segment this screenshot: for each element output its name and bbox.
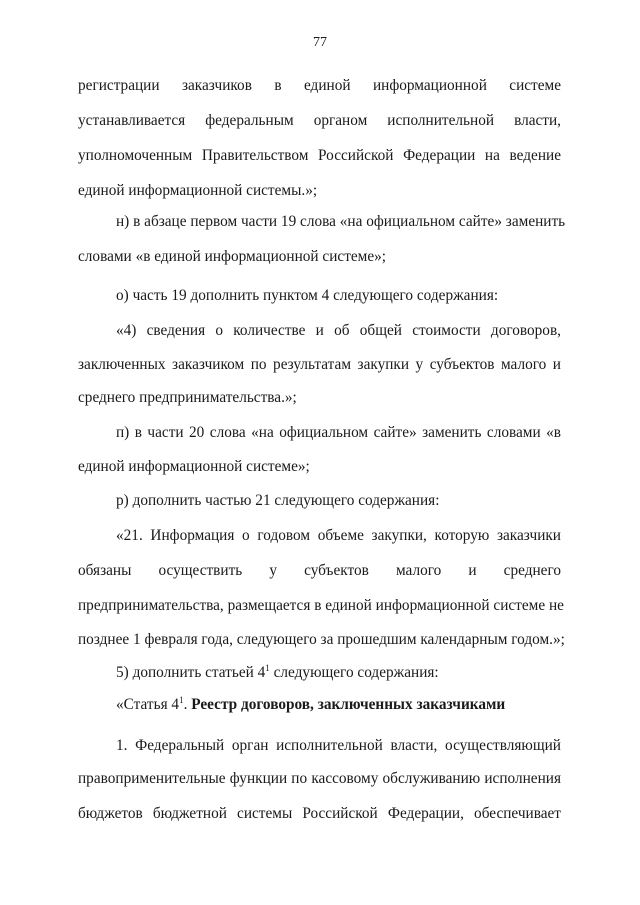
text-line: о) часть 19 дополнить пунктом 4 следующего содержания: <box>116 287 499 304</box>
text-line: правоприменительные функции по кассовому обслуживанию исполнения <box>78 770 561 787</box>
text-fragment: «Статья 4 <box>116 696 180 713</box>
text-line: словами «в единой информационной системе»; <box>78 248 387 265</box>
text-line: предпринимательства, размещается в единой информационной системе не <box>78 597 564 614</box>
text-fragment: 5) дополнить статьей 4 <box>116 664 266 681</box>
text-line: 1. Федеральный орган исполнительной власти, осуществляющий <box>116 737 561 754</box>
superscript: 1 <box>179 694 184 705</box>
text-line: единой информационной системе»; <box>78 458 310 475</box>
text-fragment: следующего содержания: <box>269 664 439 681</box>
text-line: «4) сведения о количестве и об общей стоимости договоров, <box>116 322 561 339</box>
text-line: устанавливается федеральным органом исполнительной власти, <box>78 112 561 129</box>
text-line: «21. Информация о годовом объеме закупки, которую заказчики <box>116 527 561 544</box>
text-line: р) дополнить частью 21 следующего содержания: <box>116 492 440 509</box>
text-line: регистрации заказчиков в единой информационной системе <box>78 77 561 94</box>
text-line: позднее 1 февраля года, следующего за прошедшим календарным годом.»; <box>78 631 565 648</box>
text-line: уполномоченным Правительством Российской Федерации на ведение <box>78 147 561 164</box>
text-line: п) в части 20 слова «на официальном сайте» заменить словами «в <box>116 424 561 441</box>
article-title: Реестр договоров, заключенных заказчиками <box>191 696 506 713</box>
text-line: среднего предпринимательства.»; <box>78 389 297 406</box>
text-line <box>116 664 561 682</box>
article-heading: «Статья $4^1$. Реестр договоров, заключенных заказчиками <box>116 694 506 713</box>
text-line: н) в абзаце первом части 19 слова «на официальном сайте» заменить <box>116 213 566 230</box>
text-line: бюджетов бюджетной системы Российской Федерации, обеспечивает <box>78 805 561 822</box>
page-number: 77 <box>313 35 327 50</box>
text-line: заключенных заказчиком по результатам закупки у субъектов малого и <box>78 356 561 373</box>
text-line: обязаны осуществить у субъектов малого и среднего <box>78 562 561 579</box>
superscript: 1 <box>265 662 270 673</box>
text-line: единой информационной системы.»; <box>78 182 318 199</box>
